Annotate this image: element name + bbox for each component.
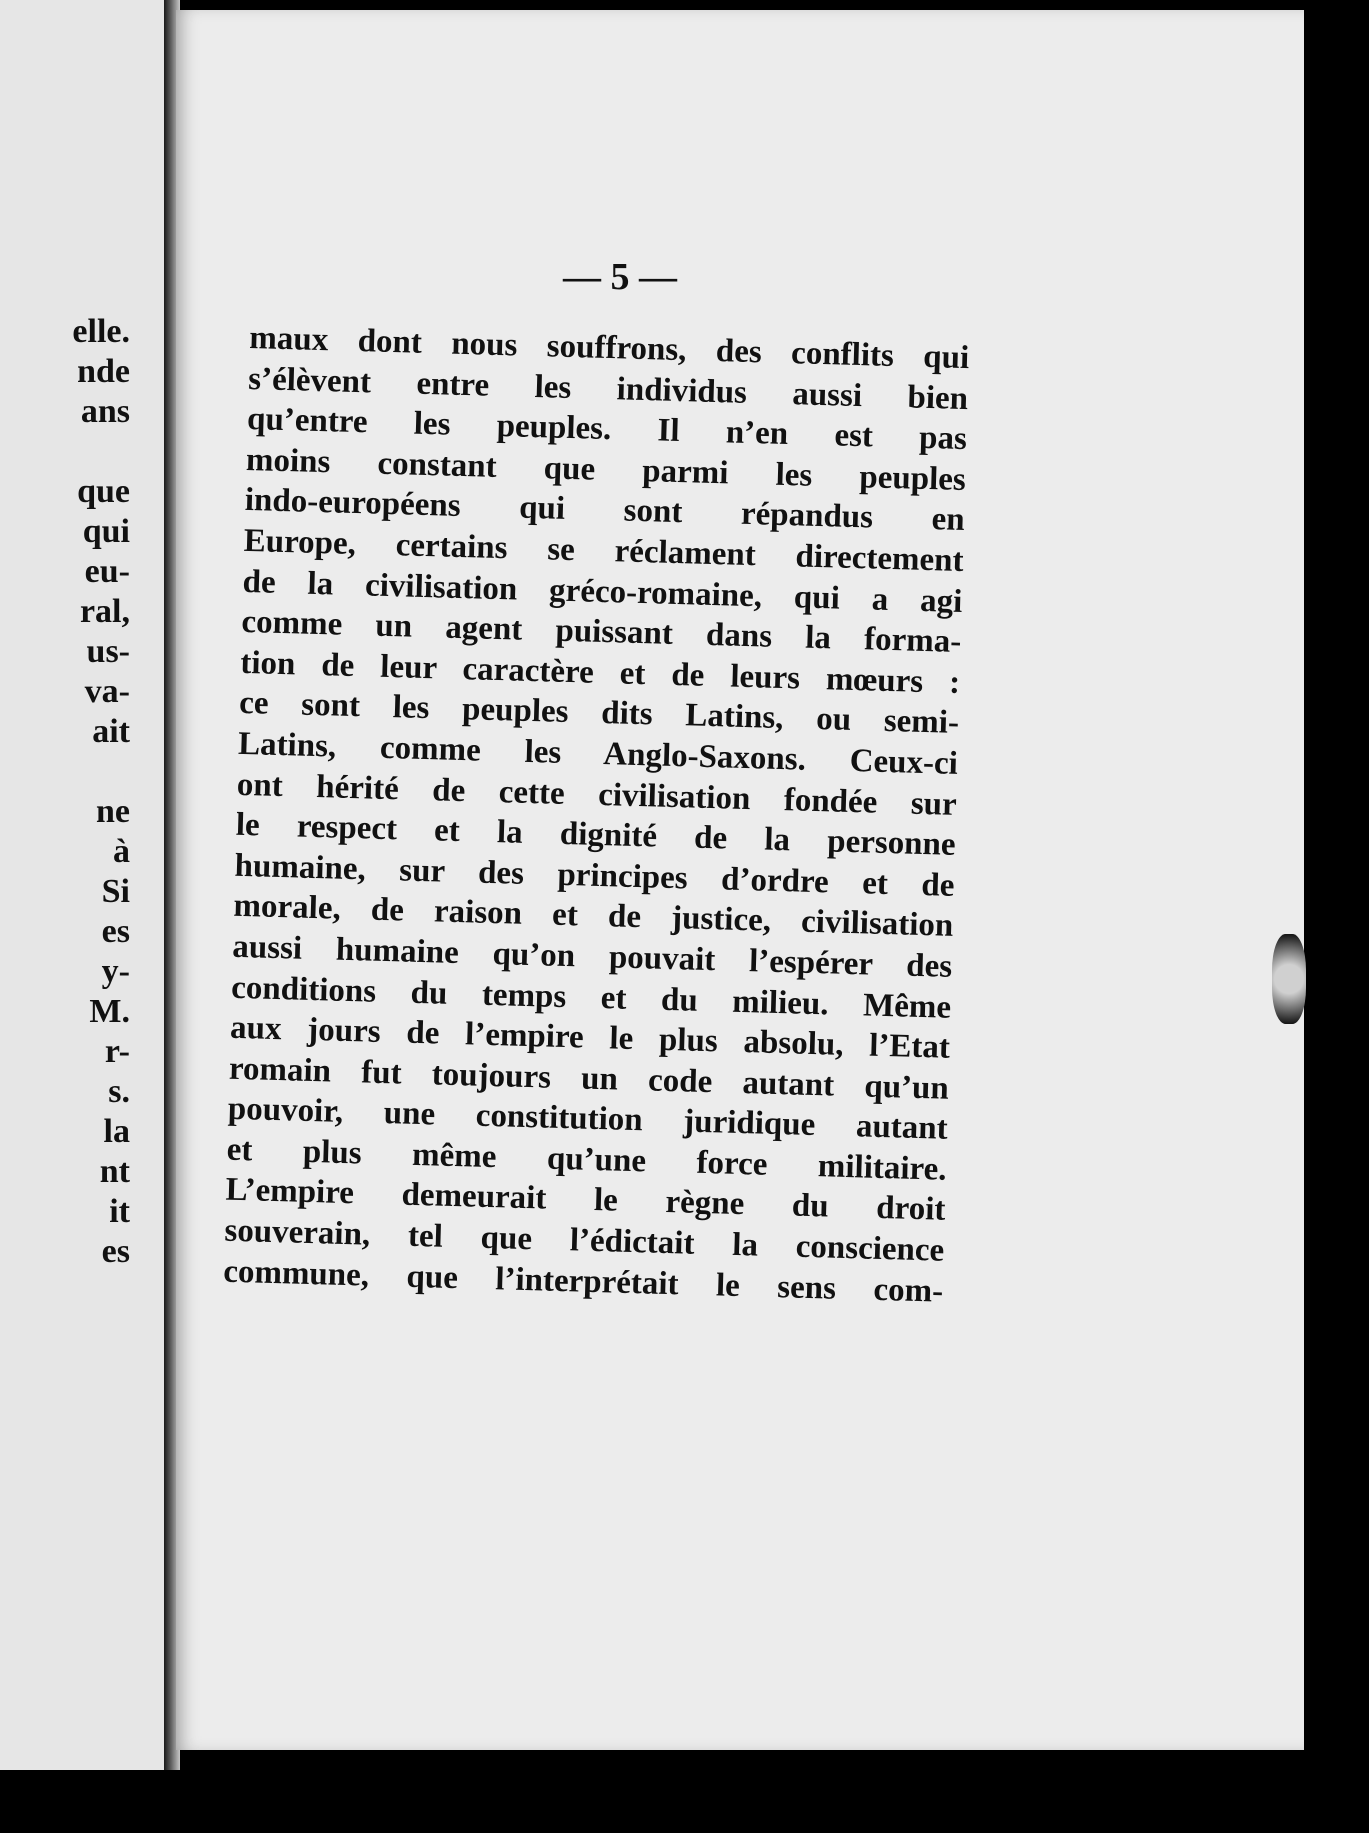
- left-fragment-line: y-: [101, 953, 130, 990]
- left-page-text-fragments: [0, 312, 134, 1272]
- page-edge-damage: [1272, 934, 1306, 1024]
- text-line: conditions du temps et du milieu. Même: [230, 969, 952, 1026]
- left-fragment-line: qui: [82, 513, 130, 550]
- left-fragment-line: ral,: [79, 593, 130, 630]
- text-line: maux dont nous souffrons, des conflits qui: [248, 319, 970, 377]
- text-line: L’empire demeurait le règne du droit: [225, 1172, 946, 1229]
- left-fragment-line: ne: [96, 793, 130, 830]
- left-fragment-line: nt: [99, 1153, 130, 1190]
- left-fragment-line: ait: [92, 713, 130, 750]
- left-fragment-line: elle.: [72, 313, 130, 350]
- text-line: moins constant que parmi les peuples: [245, 441, 967, 498]
- text-line: s’élèvent entre les individus aussi bien: [247, 360, 969, 417]
- left-fragment-line: r-: [104, 1033, 130, 1070]
- text-line: commune, que l’interprétait le sens com-: [222, 1253, 944, 1310]
- text-line: indo-européens qui sont répandus en: [244, 482, 966, 539]
- text-line: qu’entre les peuples. Il n’en est pas: [246, 401, 968, 458]
- text-line: Europe, certains se réclament directement: [243, 522, 964, 579]
- text-line: pouvoir, une constitution juridique autant: [227, 1090, 949, 1148]
- text-line: tion de leur caractère et de leurs mœurs :: [239, 644, 961, 701]
- left-fragment-line: nde: [77, 353, 130, 390]
- left-fragment-line: ans: [80, 393, 130, 430]
- text-line: romain fut toujours un code autant qu’un: [228, 1050, 950, 1107]
- left-fragment-line: it: [109, 1193, 130, 1230]
- left-fragment-line: Si: [101, 873, 130, 910]
- left-fragment-line: es: [101, 913, 130, 950]
- page-number: — 5 —: [563, 256, 677, 298]
- text-line: ont hérité de cette civilisation fondée sur: [236, 766, 958, 823]
- text-line: de la civilisation gréco-romaine, qui a agi: [242, 563, 963, 620]
- text-line: aux jours de l’empire le plus absolu, l’Etat: [229, 1009, 951, 1066]
- text-line: Latins, comme les Anglo-Saxons. Ceux-ci: [237, 725, 959, 782]
- left-fragment-line: que: [77, 473, 130, 510]
- page-body-text: [223, 318, 970, 1312]
- text-line: et plus même qu’une force militaire.: [226, 1131, 947, 1188]
- left-fragment-gap: [40, 432, 130, 472]
- text-line: le respect et la dignité de la personne: [235, 806, 957, 864]
- left-fragment-gap: [40, 752, 130, 792]
- left-fragment-line: s.: [108, 1073, 130, 1110]
- left-page: [0, 0, 170, 1770]
- text-line: souverain, tel que l’édictait la conscience: [224, 1212, 945, 1269]
- left-fragment-line: es: [101, 1233, 130, 1270]
- text-line: ce sont les peuples dits Latins, ou semi-: [238, 685, 960, 742]
- left-fragment-line: va-: [84, 673, 130, 710]
- left-fragment-line: us-: [86, 633, 130, 670]
- text-line: humaine, sur des principes d’ordre et de: [234, 847, 955, 904]
- text-line: morale, de raison et de justice, civilisation: [233, 888, 954, 945]
- text-line: aussi humaine qu’on pouvait l’espérer des: [231, 928, 953, 985]
- left-fragment-line: la: [103, 1113, 130, 1150]
- left-fragment-line: M.: [89, 993, 130, 1030]
- left-fragment-line: eu-: [84, 553, 130, 590]
- left-fragment-line: à: [113, 833, 130, 870]
- text-line: comme un agent puissant dans la forma-: [241, 604, 962, 661]
